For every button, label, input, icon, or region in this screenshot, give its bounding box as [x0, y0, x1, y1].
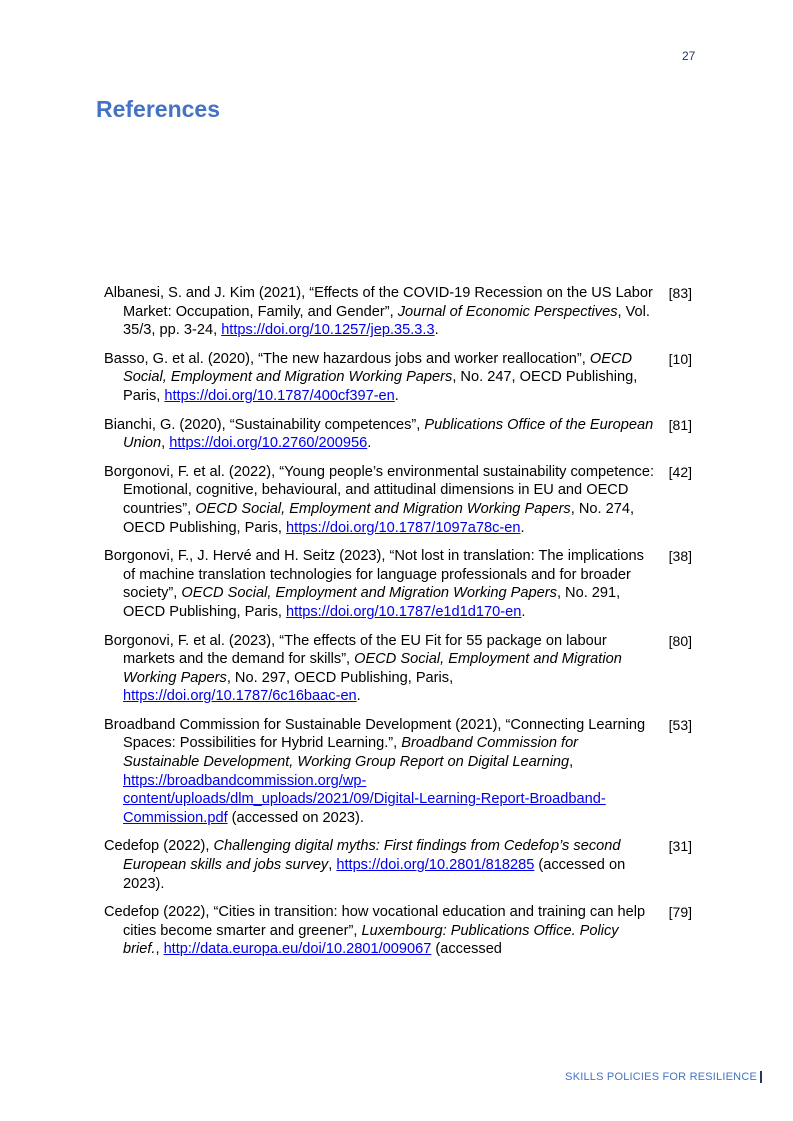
page-number: 27 — [682, 49, 696, 63]
reference-source-title: Broadband Commission for Sustainable Development, Working Group Report on Digital Learning — [123, 735, 579, 771]
reference-text: Borgonovi, F., J. Hervé and H. Seitz (2023), “Not lost in translation: The implications of machine translation technologies for language professionals and for broader society”, — [104, 548, 644, 602]
reference-entry — [104, 632, 692, 706]
reference-entry — [104, 716, 692, 828]
reference-text: , No. 274, OECD Publishing, Paris, — [123, 500, 635, 536]
reference-source-title: OECD Social, Employment and Migration Working Papers — [123, 651, 622, 686]
reference-text: . — [356, 688, 361, 705]
reference-text: Albanesi, S. and J. Kim (2021), “Effects of the COVID-19 Recession on the US Labor Market: Occupation, Family, and Gender”, — [104, 285, 653, 320]
reference-text: , — [155, 941, 164, 958]
reference-text: , No. 291, OECD Publishing, Paris, — [123, 585, 621, 620]
reference-entry — [104, 463, 692, 537]
reference-source-title: Luxembourg: Publications Office. Policy brief. — [123, 922, 619, 958]
reference-link[interactable]: http://data.europa.eu/doi/10.2801/009067 — [163, 941, 432, 958]
reference-text: , — [569, 754, 574, 771]
reference-link[interactable]: https://doi.org/10.2760/200956 — [169, 435, 368, 452]
reference-link[interactable]: https://doi.org/10.1787/6c16baac-en — [123, 688, 357, 705]
running-footer: SKILLS POLICIES FOR RESILIENCE — [565, 1071, 762, 1083]
reference-text: Broadband Commission for Sustainable Development (2021), “Connecting Learning Spaces: Possibilities for Hybrid Learning.”, — [104, 716, 646, 752]
reference-number: [53] — [668, 716, 692, 733]
reference-list — [104, 284, 694, 969]
reference-text: (accessed on 2023). — [123, 857, 626, 892]
reference-text: . — [434, 322, 439, 339]
reference-entry — [104, 350, 692, 406]
reference-text: Cedefop (2022), “Cities in transition: how vocational education and training can help cities become smarter and greener”, — [104, 904, 646, 939]
reference-link[interactable]: https://doi.org/10.1787/e1d1d170-en — [286, 603, 522, 620]
reference-number: [83] — [668, 285, 692, 301]
reference-link[interactable]: https://broadbandcommission.org/wp-content/uploads/dlm_uploads/2021/09/Digital-Learning-Report-Broadband-Commission.pdf — [123, 772, 606, 826]
reference-entry — [104, 903, 692, 959]
reference-source-title: Journal of Economic Perspectives — [397, 303, 618, 320]
reference-text: Cedefop (2022), — [104, 838, 214, 855]
reference-text: , No. 297, OECD Publishing, Paris, — [226, 669, 454, 686]
reference-text: Borgonovi, F. et al. (2022), “Young people’s environmental sustainability competence: Emotional, cognitive, behavioural, and attitudinal dimensions in EU and OECD countries”, — [104, 463, 655, 517]
reference-number: [81] — [668, 416, 692, 433]
reference-text: . — [520, 519, 525, 536]
reference-link[interactable]: https://doi.org/10.1787/1097a78c-en — [286, 519, 521, 536]
reference-link[interactable]: https://doi.org/10.1257/jep.35.3.3 — [221, 322, 435, 339]
reference-number: [79] — [668, 904, 692, 921]
reference-entry — [104, 284, 692, 340]
reference-number: [10] — [668, 350, 692, 367]
reference-source-title: OECD Social, Employment and Migration Working Papers — [195, 500, 571, 517]
reference-text: . — [394, 387, 399, 404]
reference-text: Basso, G. et al. (2020), “The new hazardous jobs and worker reallocation”, — [104, 350, 590, 367]
reference-number: [80] — [668, 632, 692, 649]
reference-text: , Vol. 35/3, pp. 3-24, — [123, 303, 650, 339]
reference-text: . — [367, 435, 372, 452]
reference-link[interactable]: https://doi.org/10.1787/400cf397-en — [164, 387, 395, 404]
reference-number: [38] — [668, 548, 692, 565]
reference-text: Borgonovi, F. et al. (2023), “The effects of the EU Fit for 55 package on labour markets and the demand for skills”, — [104, 632, 607, 668]
reference-entry — [104, 837, 692, 893]
reference-source-title: OECD Social, Employment and Migration Working Papers — [181, 585, 557, 602]
reference-text: , — [161, 435, 170, 452]
page-heading: References — [96, 96, 221, 122]
reference-number: [31] — [668, 838, 692, 855]
reference-text: . — [521, 603, 526, 620]
reference-source-title: OECD Social, Employment and Migration Working Papers — [123, 350, 633, 386]
reference-source-title: Challenging digital myths: First findings from Cedefop’s second European skills and jobs survey — [123, 838, 621, 874]
reference-text: , — [328, 857, 337, 874]
reference-text: Bianchi, G. (2020), “Sustainability competences”, — [104, 416, 425, 433]
reference-link[interactable]: https://doi.org/10.2801/818285 — [336, 857, 535, 874]
reference-source-title: Publications Office of the European Union — [123, 416, 654, 452]
reference-number: [42] — [668, 463, 692, 480]
reference-text: (accessed — [431, 941, 502, 958]
reference-entry — [104, 547, 692, 621]
reference-text: (accessed on 2023). — [227, 809, 364, 826]
reference-entry — [104, 416, 692, 453]
reference-text: , No. 247, OECD Publishing, Paris, — [123, 369, 638, 404]
